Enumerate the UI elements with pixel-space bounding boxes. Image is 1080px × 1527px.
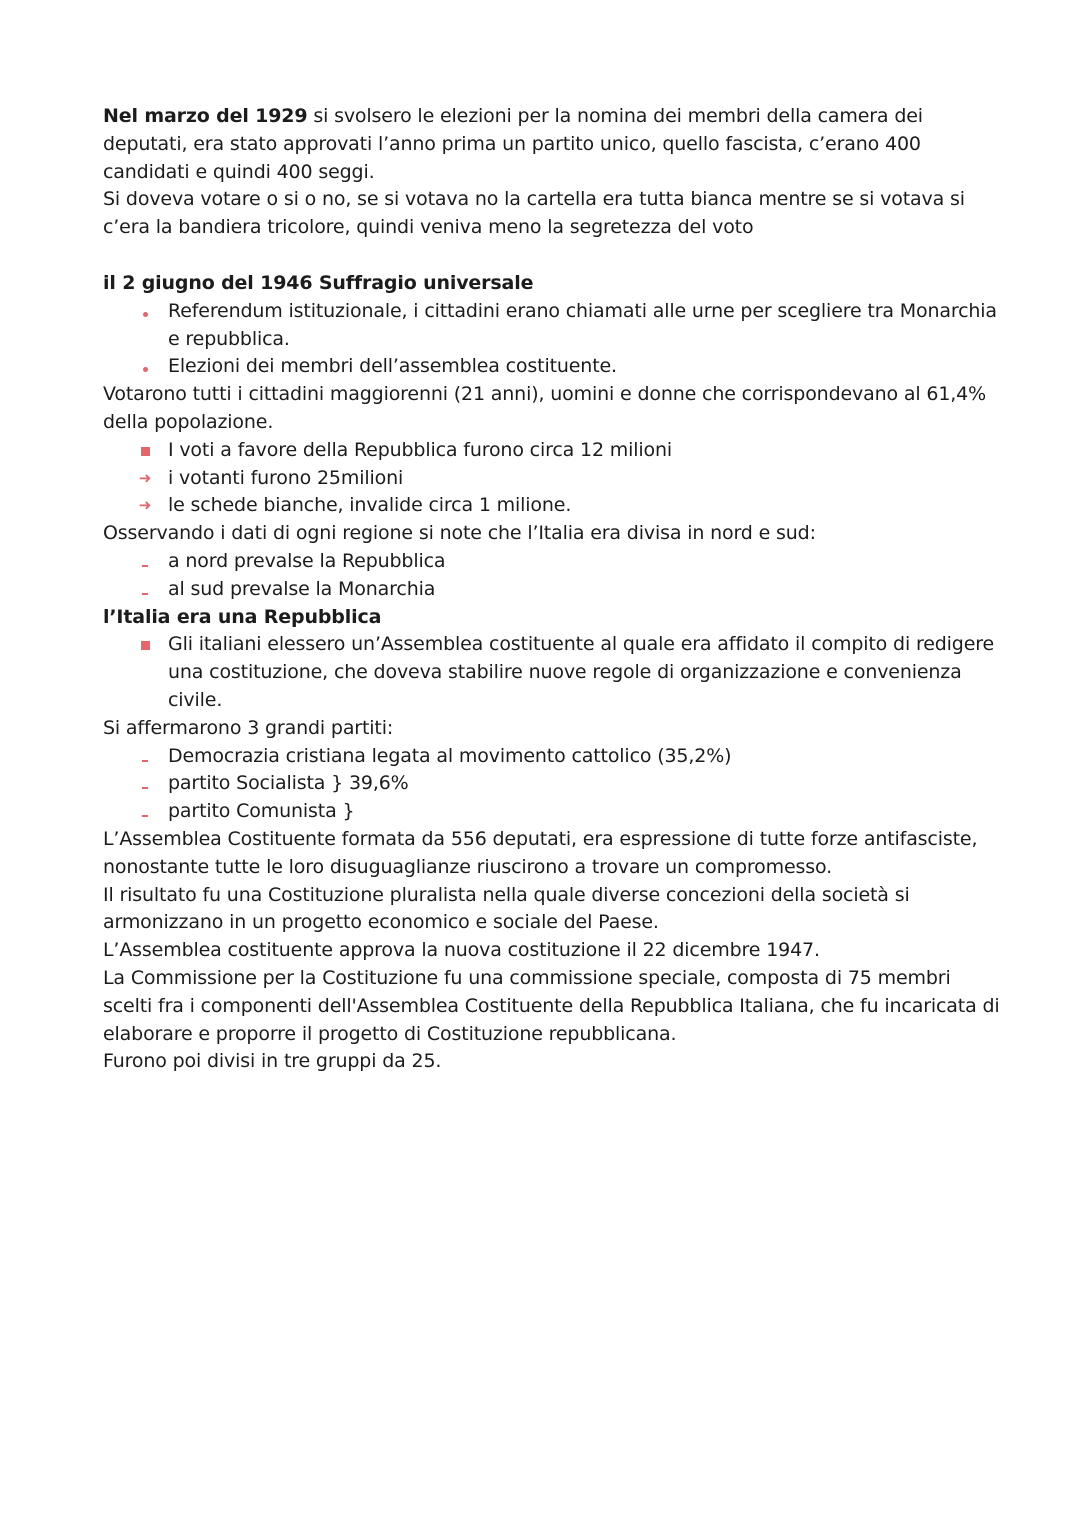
list-item-text: partito Comunista } — [168, 800, 355, 823]
body-paragraph: L’Assemblea costituente approva la nuova costituzione il 22 dicembre 1947. — [103, 939, 820, 962]
list-item — [103, 492, 1003, 520]
regions-paragraph: Osservando i dati di ogni regione si note che l’Italia era divisa in nord e sud: — [103, 522, 816, 545]
bullet-square-icon — [133, 631, 157, 659]
section-heading-repubblica: l’Italia era una Repubblica — [103, 605, 382, 628]
arrow-right-icon: ➜ — [138, 468, 152, 487]
list-item — [103, 770, 1003, 798]
body-paragraph: Furono poi divisi in tre gruppi da 25. — [103, 1050, 442, 1073]
list-item-text: Elezioni dei membri dell’assemblea costituente. — [168, 355, 617, 378]
list-item — [103, 548, 1003, 576]
list-item-text: le schede bianche, invalide circa 1 milione. — [168, 494, 572, 517]
body-paragraph: La Commissione per la Costituzione fu una commissione speciale, composta di 75 membri scelti fra i componenti dell'Assemblea Costituente della Repubblica Italiana, che fu incaricata di elaborare e proporre il progetto di Costituzione repubblicana. — [103, 966, 1000, 1045]
list-item — [103, 576, 1003, 604]
vote-paragraph: Si doveva votare o si o no, se si votava no la cartella era tutta bianca mentre se si votava si c’era la bandiera tricolore, quindi veniva meno la segretezza del voto — [103, 188, 965, 239]
bullet-dot-icon — [133, 298, 157, 326]
list-item-text: a nord prevalse la Repubblica — [168, 549, 446, 572]
bullet-dot-icon — [133, 353, 157, 381]
dash-icon — [133, 743, 157, 771]
list-item-text: Gli italiani elessero un’Assemblea costituente al quale era affidato il compito di redigere una costituzione, che doveva stabilire nuove regole di organizzazione e convenienza civile. — [168, 633, 995, 711]
list-item-text: Democrazia cristiana legata al movimento cattolico (35,2%) — [168, 744, 732, 767]
list-item-text: Referendum istituzionale, i cittadini erano chiamati alle urne per scegliere tra Monarchia e repubblica. — [168, 299, 997, 350]
list-item-text: partito Socialista } 39,6% — [168, 772, 409, 795]
dash-icon — [133, 770, 157, 798]
voters-paragraph: Votarono tutti i cittadini maggiorenni (21 anni), uomini e donne che corrispondevano al 61,4% della popolazione. — [103, 383, 986, 433]
intro-text: si svolsero le elezioni per la nomina dei membri della camera dei deputati, era stato approvati l’anno prima un partito unico, quello fascista, c’erano 400 candidati e quindi 400 seggi. — [103, 105, 923, 183]
list-item — [103, 437, 1003, 465]
list-item-text: al sud prevalse la Monarchia — [168, 577, 436, 600]
list-item — [103, 353, 1003, 381]
intro-paragraph — [103, 103, 1003, 186]
intro-date: Nel marzo del 1929 — [103, 105, 308, 127]
bullet-square-icon — [133, 437, 157, 465]
list-item — [103, 465, 1003, 493]
dash-icon — [133, 798, 157, 826]
list-item — [103, 798, 1003, 826]
dash-icon — [133, 548, 157, 576]
body-paragraph: L’Assemblea Costituente formata da 556 deputati, era espressione di tutte forze antifasciste, nonostante tutte le loro disuguaglianze riuscirono a trovare un compromesso. — [103, 827, 978, 878]
spacer — [103, 242, 1003, 270]
list-item — [103, 631, 1003, 714]
document-page — [103, 103, 1003, 1076]
arrow-right-icon: ➜ — [138, 496, 152, 515]
body-paragraph: Il risultato fu una Costituzione pluralista nella quale diverse concezioni della società si armonizzano in un progetto economico e sociale del Paese. — [103, 883, 910, 934]
parties-intro: Si affermarono 3 grandi partiti: — [103, 716, 394, 739]
section-heading-1946: il 2 giugno del 1946 Suffragio universale — [103, 271, 534, 294]
list-item — [103, 298, 1003, 354]
dash-icon — [133, 576, 157, 604]
list-item — [103, 743, 1003, 771]
list-item-text: I voti a favore della Repubblica furono circa 12 milioni — [168, 438, 673, 461]
list-item-text: i votanti furono 25milioni — [168, 466, 404, 489]
